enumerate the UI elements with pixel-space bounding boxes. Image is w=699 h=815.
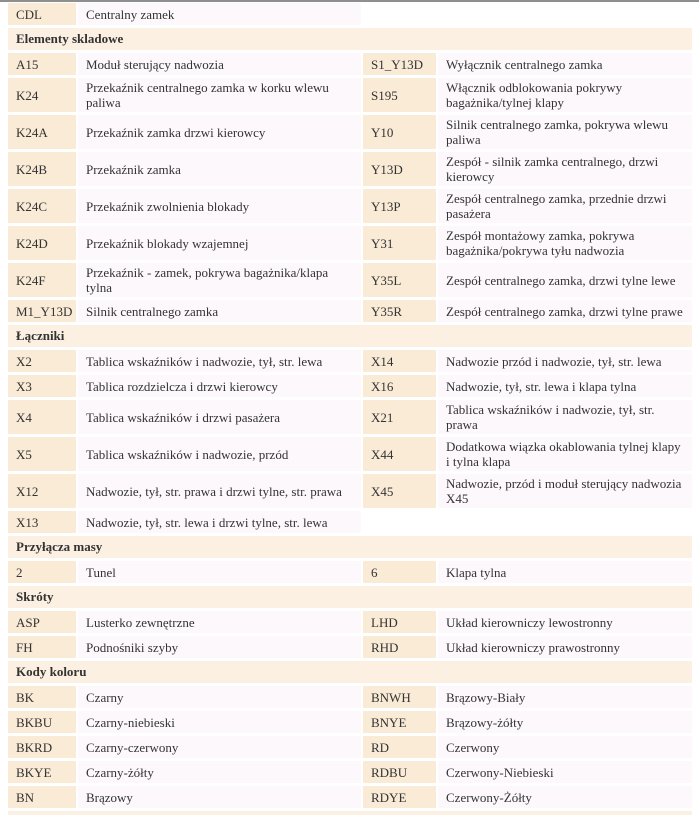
description-cell: Zespół centralnego zamka, przednie drzwi pasażera xyxy=(438,189,692,223)
description-cell: Czerwony-Niebieski xyxy=(438,761,692,783)
code-cell: Y35R xyxy=(363,300,436,322)
code-cell: S1_Y13D xyxy=(363,53,436,75)
table-row xyxy=(8,78,692,112)
code-cell: X5 xyxy=(8,437,76,471)
description-cell: Zespół centralnego zamka, drzwi tylne prawe xyxy=(438,300,692,322)
table-row xyxy=(8,511,692,533)
description-cell: Wyłącznik centralnego zamka xyxy=(438,53,692,75)
table-row xyxy=(8,400,692,434)
section-header xyxy=(8,28,692,50)
code-cell: 6 xyxy=(363,561,436,583)
description-cell: Tunel xyxy=(78,561,361,583)
code-cell: Y13P xyxy=(363,189,436,223)
code-cell: X2 xyxy=(8,350,76,372)
description-cell: Włącznik odblokowania pokrywy bagażnika/tylnej klapy xyxy=(438,78,692,112)
table-row xyxy=(8,711,692,733)
table-row xyxy=(8,152,692,186)
section-title: Kody koloru xyxy=(16,664,87,679)
description-cell: Centralny zamek xyxy=(78,3,361,25)
code-cell: 2 xyxy=(8,561,76,583)
description-cell: Czarny-niebieski xyxy=(78,711,361,733)
code-cell: RDBU xyxy=(363,761,436,783)
code-cell: FH xyxy=(8,636,76,658)
section-title: Skróty xyxy=(16,589,54,604)
code-cell xyxy=(363,511,436,533)
description-cell: Tablica wskaźników i nadwozie, tył, str. prawa xyxy=(438,400,692,434)
code-cell xyxy=(363,3,436,25)
legend-table xyxy=(0,2,699,815)
description-cell: Układ kierowniczy prawostronny xyxy=(438,636,692,658)
code-cell: K24F xyxy=(8,263,76,297)
description-cell: Brązowy xyxy=(78,786,361,808)
description-cell xyxy=(438,3,692,25)
description-cell: Czerwony xyxy=(438,736,692,758)
description-cell: Klapa tylna xyxy=(438,561,692,583)
description-cell: Zespół - silnik zamka centralnego, drzwi kierowcy xyxy=(438,152,692,186)
table-row xyxy=(8,115,692,149)
table-row xyxy=(8,474,692,508)
code-cell: K24C xyxy=(8,189,76,223)
table-row xyxy=(8,636,692,658)
description-cell: Podnośniki szyby xyxy=(78,636,361,658)
table-row xyxy=(8,263,692,297)
description-cell: Przekaźnik zamka drzwi kierowcy xyxy=(78,115,361,149)
description-cell: Brązowy-żółty xyxy=(438,711,692,733)
code-cell: X16 xyxy=(363,375,436,397)
next-section-edge xyxy=(8,811,692,815)
code-cell: RDYE xyxy=(363,786,436,808)
code-cell: Y31 xyxy=(363,226,436,260)
description-cell: Brązowy-Biały xyxy=(438,686,692,708)
code-cell: Y35L xyxy=(363,263,436,297)
table-row xyxy=(8,226,692,260)
description-cell: Lusterko zewnętrzne xyxy=(78,611,361,633)
description-cell: Nadwozie, tył, str. prawa i drzwi tylne, str. prawa xyxy=(78,474,361,508)
description-cell: Przekaźnik blokady wzajemnej xyxy=(78,226,361,260)
description-cell: Czarny-żółty xyxy=(78,761,361,783)
description-cell: Silnik centralnego zamka xyxy=(78,300,361,322)
code-cell: K24B xyxy=(8,152,76,186)
code-cell: BNYE xyxy=(363,711,436,733)
table-row xyxy=(8,350,692,372)
code-cell: A15 xyxy=(8,53,76,75)
code-cell: BNWH xyxy=(363,686,436,708)
table-row xyxy=(8,786,692,808)
description-cell: Dodatkowa wiązka okablowania tylnej klapy i tylna klapa xyxy=(438,437,692,471)
description-cell: Tablica wskaźników i drzwi pasażera xyxy=(78,400,361,434)
section-header xyxy=(8,536,692,558)
description-cell: Przekaźnik zamka xyxy=(78,152,361,186)
code-cell: X12 xyxy=(8,474,76,508)
code-cell: LHD xyxy=(363,611,436,633)
table-row xyxy=(8,3,692,25)
table-body xyxy=(8,3,692,808)
code-cell: X45 xyxy=(363,474,436,508)
description-cell xyxy=(438,511,692,533)
code-cell: BK xyxy=(8,686,76,708)
table-row xyxy=(8,686,692,708)
section-header xyxy=(8,661,692,683)
table-row xyxy=(8,611,692,633)
table-row xyxy=(8,561,692,583)
section-title: Przyłącza masy xyxy=(16,539,103,554)
code-cell: S195 xyxy=(363,78,436,112)
description-cell: Przekaźnik - zamek, pokrywa bagażnika/klapa tylna xyxy=(78,263,361,297)
description-cell: Moduł sterujący nadwozia xyxy=(78,53,361,75)
code-cell: Y13D xyxy=(363,152,436,186)
code-cell: K24D xyxy=(8,226,76,260)
description-cell: Silnik centralnego zamka, pokrywa wlewu paliwa xyxy=(438,115,692,149)
code-cell: CDL xyxy=(8,3,76,25)
code-cell: K24 xyxy=(8,78,76,112)
code-cell: ASP xyxy=(8,611,76,633)
code-cell: K24A xyxy=(8,115,76,149)
table-row xyxy=(8,53,692,75)
description-cell: Tablica rozdzielcza i drzwi kierowcy xyxy=(78,375,361,397)
section-title: Łączniki xyxy=(16,328,65,343)
table-row xyxy=(8,761,692,783)
code-cell: X4 xyxy=(8,400,76,434)
section-header xyxy=(8,586,692,608)
code-cell: BKRD xyxy=(8,736,76,758)
description-cell: Tablica wskaźników i nadwozie, przód xyxy=(78,437,361,471)
section-header xyxy=(8,325,692,347)
description-cell: Zespół centralnego zamka, drzwi tylne lewe xyxy=(438,263,692,297)
code-cell: X13 xyxy=(8,511,76,533)
table-row xyxy=(8,300,692,322)
description-cell: Czarny-czerwony xyxy=(78,736,361,758)
description-cell: Nadwozie, tył, str. lewa i klapa tylna xyxy=(438,375,692,397)
code-cell: M1_Y13D xyxy=(8,300,76,322)
table-row xyxy=(8,736,692,758)
code-cell: X14 xyxy=(363,350,436,372)
code-cell: RHD xyxy=(363,636,436,658)
description-cell: Przekaźnik centralnego zamka w korku wlewu paliwa xyxy=(78,78,361,112)
table-row xyxy=(8,375,692,397)
code-cell: X44 xyxy=(363,437,436,471)
description-cell: Tablica wskaźników i nadwozie, tył, str. lewa xyxy=(78,350,361,372)
code-cell: X3 xyxy=(8,375,76,397)
table-row xyxy=(8,437,692,471)
code-cell: BKYE xyxy=(8,761,76,783)
code-cell: X21 xyxy=(363,400,436,434)
description-cell: Czerwony-Żółty xyxy=(438,786,692,808)
description-cell: Czarny xyxy=(78,686,361,708)
code-cell: RD xyxy=(363,736,436,758)
code-cell: Y10 xyxy=(363,115,436,149)
section-title: Elementy skladowe xyxy=(16,31,124,46)
description-cell: Nadwozie, tył, str. lewa i drzwi tylne, str. lewa xyxy=(78,511,361,533)
description-cell: Nadwozie, przód i moduł sterujący nadwozia X45 xyxy=(438,474,692,508)
description-cell: Nadwozie przód i nadwozie, tył, str. lewa xyxy=(438,350,692,372)
code-cell: BN xyxy=(8,786,76,808)
code-cell: BKBU xyxy=(8,711,76,733)
description-cell: Przekaźnik zwolnienia blokady xyxy=(78,189,361,223)
table-row xyxy=(8,189,692,223)
description-cell: Zespół montażowy zamka, pokrywa bagażnika/pokrywa tyłu nadwozia xyxy=(438,226,692,260)
description-cell: Układ kierowniczy lewostronny xyxy=(438,611,692,633)
